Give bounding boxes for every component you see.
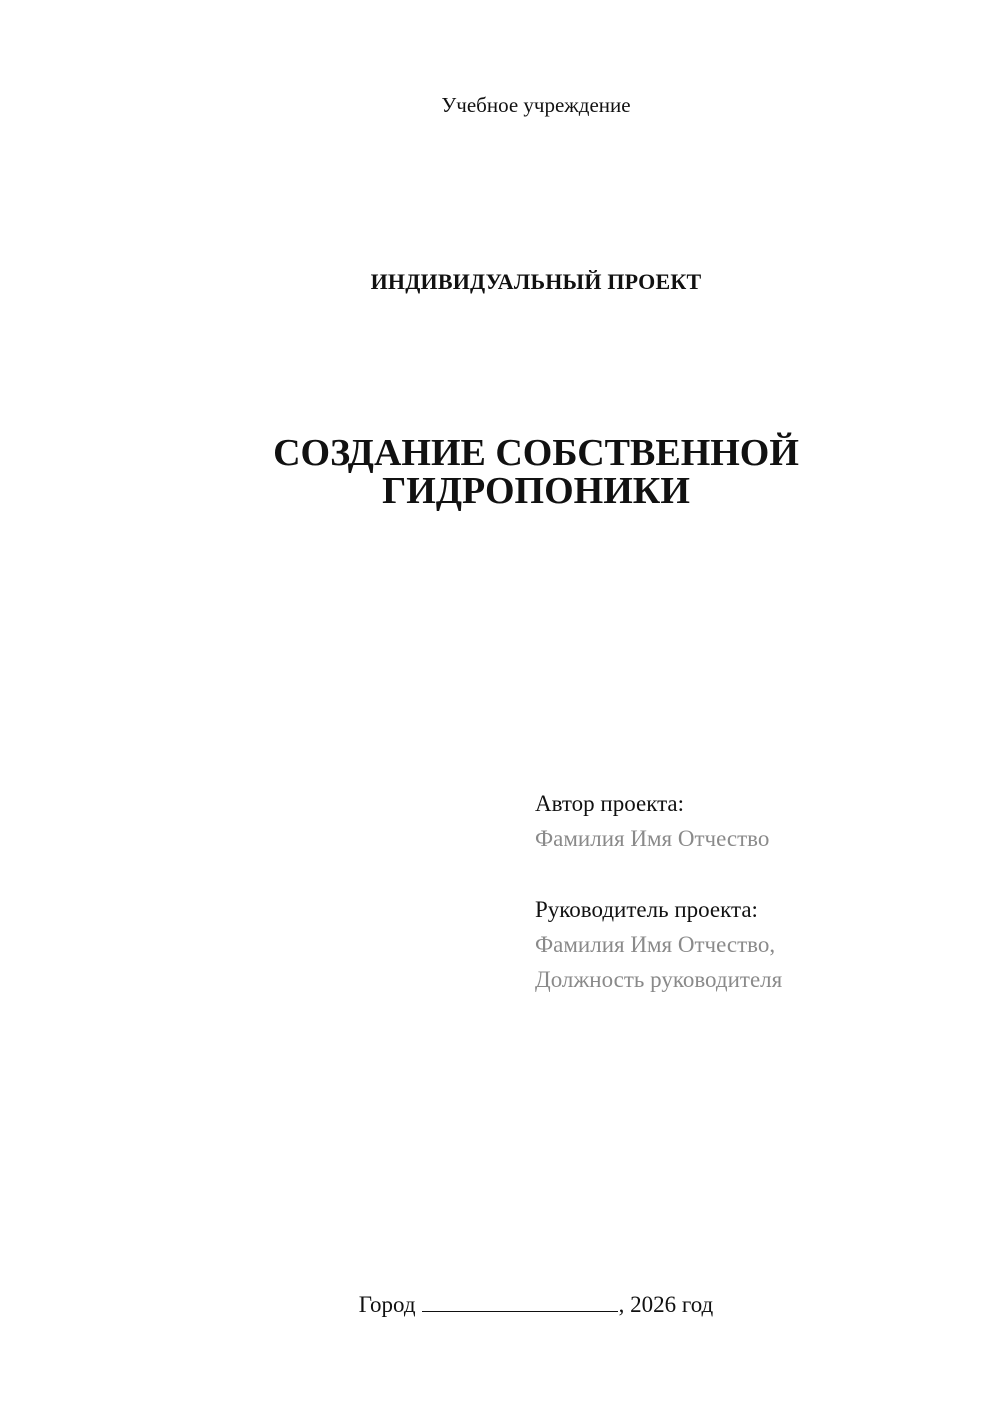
supervisor-label: Руководитель проекта: <box>535 897 758 922</box>
author-label: Автор проекта: <box>535 791 684 816</box>
supervisor-name: Фамилия Имя Отчество, <box>535 932 776 957</box>
year-text: , 2026 год <box>618 1292 714 1317</box>
project-kind-heading: ИНДИВИДУАЛЬНЫЙ ПРОЕКТ <box>370 269 702 294</box>
author-name: Фамилия Имя Отчество <box>535 826 770 851</box>
project-title-line-1: СОЗДАНИЕ СОБСТВЕННОЙ <box>273 432 799 474</box>
project-info-block <box>535 786 975 997</box>
city-blank-line <box>422 1291 618 1312</box>
info-spacer <box>535 856 975 892</box>
project-title <box>0 434 1000 510</box>
supervisor-position: Должность руководителя <box>535 967 783 992</box>
project-title-line-2: ГИДРОПОНИКИ <box>382 470 690 512</box>
footer-city-year <box>0 1290 1000 1320</box>
city-label: Город <box>358 1292 416 1317</box>
institution-name: Учебное учреждение <box>441 93 631 117</box>
